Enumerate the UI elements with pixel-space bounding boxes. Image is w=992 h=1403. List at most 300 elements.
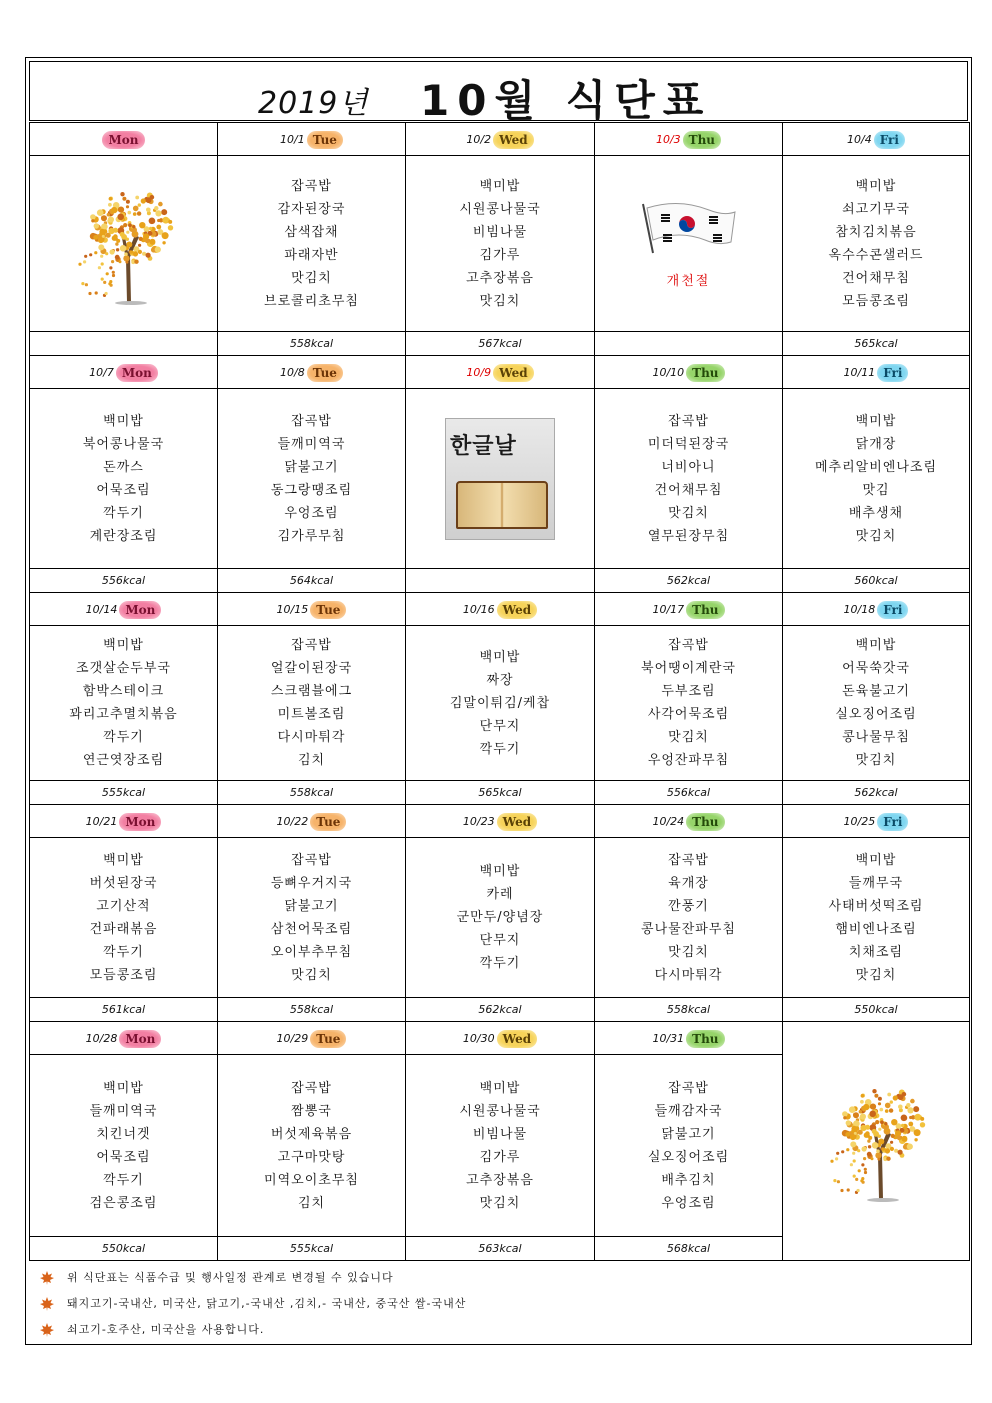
weekday-badge-wed: Wed	[493, 364, 534, 382]
menu-item: 깍두기	[103, 730, 144, 745]
menu-cell	[595, 389, 783, 569]
kcal-cell: 562kcal	[406, 998, 595, 1022]
menu-item: 우엉조림	[284, 505, 339, 521]
day-header-cell	[30, 805, 218, 838]
weekday-badge-tue: Tue	[310, 1030, 346, 1048]
menu-item: 비빔나물	[472, 1126, 528, 1142]
date-label: 10/3	[655, 133, 681, 147]
menu-cell	[218, 1055, 406, 1237]
maple-leaf-icon	[39, 1296, 55, 1312]
menu-item: 백미밥	[855, 178, 897, 194]
day-header-cell	[218, 805, 406, 838]
menu-cell	[30, 389, 218, 569]
autumn-tree-image	[821, 1074, 931, 1204]
weekday-badge-thu: Thu	[686, 601, 724, 619]
date-label: 10/28	[85, 1032, 118, 1046]
menu-item: 함박스테이크	[82, 684, 165, 699]
weekday-badge-wed: Wed	[497, 813, 538, 831]
menu-item: 건어채무침	[654, 482, 723, 498]
kcal-cell: 565kcal	[406, 781, 595, 805]
weekday-badge-tue: Tue	[307, 364, 343, 382]
note-row	[29, 1317, 969, 1343]
menu-list	[218, 849, 405, 987]
maple-leaf-icon	[39, 1322, 55, 1338]
menu-item: 맛김치	[855, 753, 897, 768]
meal-calendar	[29, 122, 970, 1261]
day-header-cell	[595, 356, 783, 389]
hangul-day-image	[445, 418, 555, 540]
menu-cell	[406, 838, 595, 998]
menu-item: 모듬콩조림	[842, 293, 910, 309]
holiday-label: 개천절	[666, 274, 711, 289]
menu-list	[30, 1077, 217, 1215]
menu-item: 고기산적	[96, 898, 151, 914]
menu-item: 메추리알비엔나조림	[814, 459, 938, 475]
menu-item: 너비아니	[661, 459, 716, 475]
title-main: 10월 식단표	[420, 76, 712, 125]
menu-item: 잡곡밥	[668, 852, 709, 868]
week-kcal-row	[30, 569, 970, 593]
menu-item: 스크램블에그	[270, 684, 353, 699]
menu-item: 깍두기	[103, 505, 144, 521]
weekday-badge-fri: Fri	[877, 813, 908, 831]
menu-list	[595, 849, 782, 987]
menu-cell	[30, 1055, 218, 1237]
menu-item: 닭불고기	[284, 898, 339, 914]
menu-item: 백미밥	[479, 178, 521, 194]
menu-cell	[30, 156, 218, 332]
menu-item: 백미밥	[855, 413, 897, 429]
menu-item: 맛김치	[668, 944, 709, 960]
day-header-cell	[406, 1022, 595, 1055]
kcal-cell	[406, 569, 595, 593]
menu-item: 사태버섯떡조림	[828, 898, 924, 914]
menu-item: 북어땡이계란국	[641, 661, 736, 676]
week-menu-row	[30, 838, 970, 998]
day-header-cell	[595, 593, 783, 626]
korean-flag-image	[639, 198, 739, 256]
day-header-cell	[406, 123, 595, 156]
menu-item: 깍두기	[103, 1172, 144, 1188]
date-label: 10/16	[462, 603, 495, 617]
day-header-cell	[218, 593, 406, 626]
menu-item: 검은콩조림	[89, 1195, 158, 1211]
menu-item: 동그랑땡조림	[270, 482, 353, 498]
day-header-cell	[218, 356, 406, 389]
weekday-badge-mon: Mon	[119, 601, 161, 619]
menu-list	[218, 634, 405, 772]
hangul-day-text: 한글날	[450, 433, 517, 459]
menu-item: 잡곡밥	[668, 413, 709, 429]
menu-cell	[218, 626, 406, 781]
date-label: 10/31	[652, 1032, 685, 1046]
date-label: 10/24	[652, 815, 685, 829]
menu-item: 깐풍기	[668, 898, 709, 914]
menu-cell	[30, 838, 218, 998]
menu-item: 오이부추무침	[270, 944, 353, 960]
kcal-cell	[595, 332, 783, 356]
menu-item: 열무된장무침	[647, 528, 730, 544]
day-header-cell	[406, 805, 595, 838]
menu-item: 백미밥	[103, 1080, 144, 1096]
page-title	[29, 61, 968, 125]
menu-item: 맛김치	[479, 293, 521, 309]
day-header-cell	[783, 356, 970, 389]
menu-item: 김치	[297, 753, 326, 768]
menu-item: 맛김치	[855, 528, 897, 544]
menu-cell	[595, 626, 783, 781]
menu-item: 백미밥	[855, 852, 897, 868]
menu-item: 버섯된장국	[89, 875, 158, 891]
menu-item: 맛김치	[479, 1195, 521, 1211]
date-label: 10/14	[85, 603, 118, 617]
day-header-cell	[406, 356, 595, 389]
menu-item: 건파래볶음	[89, 921, 158, 937]
menu-item: 옥수수콘샐러드	[828, 247, 924, 263]
day-header-cell	[595, 123, 783, 156]
weekday-badge-tue: Tue	[310, 813, 346, 831]
day-header-cell	[30, 1022, 218, 1055]
menu-item: 등뼈우거지국	[270, 875, 353, 891]
day-header-cell	[218, 123, 406, 156]
menu-item: 햄비엔나조림	[835, 921, 917, 937]
menu-cell	[30, 626, 218, 781]
menu-list	[783, 175, 969, 313]
kcal-cell: 555kcal	[218, 1237, 406, 1261]
weekday-badge-mon: Mon	[119, 813, 161, 831]
menu-item: 카레	[486, 887, 514, 902]
menu-item: 치채조림	[848, 944, 904, 960]
menu-item: 미역오이초무침	[264, 1172, 359, 1188]
menu-item: 맛김치	[668, 730, 709, 745]
menu-item: 시원콩나물국	[459, 201, 541, 217]
weekday-badge-tue: Tue	[310, 601, 346, 619]
date-label: 10/21	[85, 815, 118, 829]
menu-item: 사각어묵조림	[647, 707, 730, 722]
note-text: 쇠고기-호주산, 미국산을 사용합니다.	[67, 1323, 265, 1336]
menu-item: 짬뽕국	[291, 1103, 332, 1119]
menu-item: 닭개장	[855, 436, 897, 452]
kcal-cell: 565kcal	[783, 332, 970, 356]
menu-item: 두부조림	[661, 684, 716, 699]
menu-item: 맛김치	[291, 967, 332, 983]
week-header-row	[30, 123, 970, 156]
menu-list	[783, 849, 969, 987]
weekday-badge-mon: Mon	[119, 1030, 161, 1048]
menu-item: 모듬콩조림	[89, 967, 158, 983]
menu-item: 잡곡밥	[291, 178, 332, 194]
menu-item: 고추장볶음	[466, 270, 534, 286]
menu-item: 파래자반	[284, 247, 339, 263]
menu-item: 얼갈이된장국	[270, 661, 353, 676]
date-label: 10/10	[652, 366, 685, 380]
menu-list	[783, 410, 969, 548]
date-label: 10/22	[276, 815, 309, 829]
menu-list	[406, 175, 594, 313]
open-book-icon	[456, 481, 548, 529]
menu-item: 깍두기	[103, 944, 144, 960]
menu-item: 다시마튀각	[654, 967, 723, 983]
date-label: 10/8	[280, 366, 305, 380]
kcal-cell: 558kcal	[218, 781, 406, 805]
menu-cell	[406, 626, 595, 781]
date-label: 10/17	[652, 603, 685, 617]
menu-item: 어묵쑥갓국	[842, 661, 910, 676]
menu-item: 고추장볶음	[466, 1172, 534, 1188]
menu-item: 돈까스	[103, 459, 144, 475]
week-header-row	[30, 805, 970, 838]
date-label: 10/29	[276, 1032, 309, 1046]
menu-item: 들깨감자국	[654, 1103, 723, 1119]
menu-item: 삼천어묵조림	[270, 921, 353, 937]
date-label: 10/11	[843, 366, 876, 380]
menu-item: 실오징어조림	[835, 707, 917, 722]
day-header-cell	[595, 805, 783, 838]
menu-cell	[783, 838, 970, 998]
weekday-badge-thu: Thu	[686, 364, 724, 382]
kcal-cell: 558kcal	[218, 332, 406, 356]
menu-item: 김가루무침	[277, 528, 346, 544]
menu-cell	[406, 156, 595, 332]
menu-item: 깍두기	[479, 956, 521, 971]
menu-cell	[595, 1055, 783, 1237]
menu-item: 미더덕된장국	[647, 436, 730, 452]
day-header-cell	[783, 805, 970, 838]
menu-item: 닭불고기	[661, 1126, 716, 1142]
kcal-cell: 564kcal	[218, 569, 406, 593]
menu-cell	[595, 838, 783, 998]
kcal-cell: 558kcal	[595, 998, 783, 1022]
note-text: 위 식단표는 식품수급 및 행사일정 관계로 변경될 수 있습니다	[67, 1271, 394, 1284]
menu-item: 콩나물무침	[842, 730, 910, 745]
menu-item: 단무지	[479, 718, 521, 734]
menu-item: 배추생채	[848, 505, 904, 521]
menu-item: 시원콩나물국	[459, 1103, 541, 1119]
menu-item: 맛김	[862, 482, 890, 498]
kcal-cell: 556kcal	[595, 781, 783, 805]
week-header-row	[30, 356, 970, 389]
date-label: 10/7	[89, 366, 114, 380]
day-header-cell	[30, 356, 218, 389]
menu-list	[406, 646, 594, 761]
week-menu-row	[30, 626, 970, 781]
menu-item: 어묵조림	[96, 482, 151, 498]
menu-item: 백미밥	[103, 852, 144, 868]
menu-item: 잡곡밥	[291, 413, 332, 429]
menu-item: 백미밥	[855, 638, 897, 653]
weekday-badge-thu: Thu	[686, 813, 724, 831]
kcal-cell: 560kcal	[783, 569, 970, 593]
menu-item: 짜장	[486, 672, 514, 688]
maple-leaf-icon	[39, 1270, 55, 1286]
kcal-cell: 556kcal	[30, 569, 218, 593]
menu-list	[218, 175, 405, 313]
weekday-badge-thu: Thu	[683, 131, 721, 149]
kcal-cell: 550kcal	[783, 998, 970, 1022]
menu-item: 김가루	[479, 247, 521, 263]
week-kcal-row	[30, 998, 970, 1022]
menu-cell	[783, 626, 970, 781]
menu-cell	[218, 156, 406, 332]
date-label: 10/9	[466, 366, 492, 380]
menu-item: 건어채무침	[842, 270, 910, 286]
menu-item: 단무지	[479, 933, 521, 948]
menu-item: 백미밥	[479, 1080, 521, 1096]
date-label: 10/18	[843, 603, 876, 617]
menu-item: 잡곡밥	[668, 1080, 709, 1096]
menu-item: 고구마맛탕	[277, 1149, 346, 1165]
weekday-badge-wed: Wed	[493, 131, 534, 149]
menu-item: 버섯제육볶음	[270, 1126, 353, 1142]
menu-item: 쇠고기무국	[842, 201, 910, 217]
weekday-badge-wed: Wed	[497, 1030, 538, 1048]
day-header-cell	[30, 593, 218, 626]
menu-item: 우엉잔파무침	[647, 753, 730, 768]
note-row	[29, 1265, 969, 1291]
menu-list	[30, 410, 217, 548]
day-header-cell	[595, 1022, 783, 1055]
menu-item: 배추김치	[661, 1172, 716, 1188]
menu-item: 조갯살순두부국	[76, 661, 171, 676]
day-header-cell	[30, 123, 218, 156]
day-header-cell	[783, 123, 970, 156]
week-menu-row	[30, 156, 970, 332]
menu-item: 참치김치볶음	[835, 224, 917, 240]
menu-item: 잡곡밥	[291, 638, 332, 653]
menu-cell	[783, 156, 970, 332]
weekday-badge-fri: Fri	[877, 364, 908, 382]
menu-item: 실오징어조림	[647, 1149, 730, 1165]
menu-list	[595, 634, 782, 772]
weekday-badge-mon: Mon	[102, 131, 144, 149]
weekday-badge-fri: Fri	[874, 131, 905, 149]
menu-item: 북어콩나물국	[82, 436, 165, 452]
menu-item: 계란장조림	[89, 528, 158, 544]
menu-item: 연근엿장조림	[82, 753, 165, 768]
menu-cell	[218, 389, 406, 569]
date-label: 10/2	[466, 133, 492, 147]
notes-section	[29, 1265, 969, 1343]
weekday-badge-tue: Tue	[307, 131, 343, 149]
day-header-cell	[783, 593, 970, 626]
week-kcal-row	[30, 781, 970, 805]
date-label: 10/30	[462, 1032, 495, 1046]
note-row	[29, 1291, 969, 1317]
menu-list	[406, 860, 594, 975]
day-header-cell	[783, 1022, 970, 1261]
menu-item: 맛김치	[291, 270, 332, 286]
menu-item: 비빔나물	[472, 224, 528, 240]
menu-item: 깍두기	[479, 741, 521, 757]
menu-item: 돈육불고기	[842, 684, 910, 699]
weekday-badge-thu: Thu	[686, 1030, 724, 1048]
kcal-cell: 563kcal	[406, 1237, 595, 1261]
menu-item: 백미밥	[103, 638, 144, 653]
kcal-cell	[30, 332, 218, 356]
date-label: 10/15	[276, 603, 309, 617]
menu-list	[30, 634, 217, 772]
menu-sheet	[25, 57, 972, 1345]
menu-cell	[218, 838, 406, 998]
week-kcal-row	[30, 332, 970, 356]
day-header-cell	[406, 593, 595, 626]
menu-list	[406, 1077, 594, 1215]
kcal-cell: 550kcal	[30, 1237, 218, 1261]
menu-item: 어묵조림	[96, 1149, 151, 1165]
menu-item: 다시마튀각	[277, 730, 346, 745]
menu-item: 브로콜리초무침	[264, 293, 359, 309]
menu-item: 삼색잡채	[284, 224, 339, 240]
weekday-badge-wed: Wed	[497, 601, 538, 619]
menu-item: 김가루	[479, 1149, 521, 1165]
menu-item: 김치	[297, 1195, 326, 1211]
menu-item: 우엉조림	[661, 1195, 716, 1211]
kcal-cell: 561kcal	[30, 998, 218, 1022]
kcal-cell: 567kcal	[406, 332, 595, 356]
menu-item: 백미밥	[103, 413, 144, 429]
date-label: 10/25	[843, 815, 876, 829]
kcal-cell: 568kcal	[595, 1237, 783, 1261]
weekday-badge-fri: Fri	[877, 601, 908, 619]
menu-item: 백미밥	[479, 649, 521, 665]
week-header-row	[30, 1022, 970, 1055]
kcal-cell: 562kcal	[595, 569, 783, 593]
menu-cell	[406, 1055, 595, 1237]
date-label: 10/4	[847, 133, 872, 147]
menu-item: 감자된장국	[277, 201, 346, 217]
weekday-badge-mon: Mon	[116, 364, 158, 382]
menu-item: 들깨무국	[848, 875, 904, 891]
menu-cell	[783, 389, 970, 569]
menu-item: 들깨미역국	[89, 1103, 158, 1119]
menu-item: 육개장	[668, 875, 709, 891]
date-label: 10/1	[280, 133, 305, 147]
kcal-cell: 558kcal	[218, 998, 406, 1022]
title-year: 2019년	[258, 86, 369, 121]
menu-item: 백미밥	[479, 864, 521, 879]
menu-item: 맛김치	[855, 967, 897, 983]
week-menu-row	[30, 389, 970, 569]
kcal-cell: 562kcal	[783, 781, 970, 805]
menu-item: 닭불고기	[284, 459, 339, 475]
date-label: 10/23	[462, 815, 495, 829]
menu-item: 김말이튀김/케찹	[449, 695, 551, 711]
menu-item: 치킨너겟	[96, 1126, 151, 1142]
menu-cell	[406, 389, 595, 569]
menu-item: 잡곡밥	[291, 852, 332, 868]
week-header-row	[30, 593, 970, 626]
menu-item: 콩나물잔파무침	[641, 921, 736, 937]
menu-item: 꽈리고추멸치볶음	[69, 707, 178, 722]
kcal-cell: 555kcal	[30, 781, 218, 805]
menu-list	[218, 410, 405, 548]
menu-list	[218, 1077, 405, 1215]
menu-list	[30, 849, 217, 987]
menu-item: 잡곡밥	[668, 638, 709, 653]
menu-item: 군만두/양념장	[456, 910, 544, 925]
note-text: 돼지고기-국내산, 미국산, 닭고기,-국내산 ,김치,- 국내산, 중국산 쌀-국내산	[67, 1297, 467, 1310]
menu-cell	[595, 156, 783, 332]
menu-list	[595, 410, 782, 548]
menu-item: 미트볼조림	[277, 707, 346, 722]
menu-list	[783, 634, 969, 772]
menu-list	[595, 1077, 782, 1215]
menu-item: 맛김치	[668, 505, 709, 521]
menu-item: 들깨미역국	[277, 436, 346, 452]
menu-item: 잡곡밥	[291, 1080, 332, 1096]
day-header-cell	[218, 1022, 406, 1055]
autumn-tree-image	[69, 177, 179, 307]
